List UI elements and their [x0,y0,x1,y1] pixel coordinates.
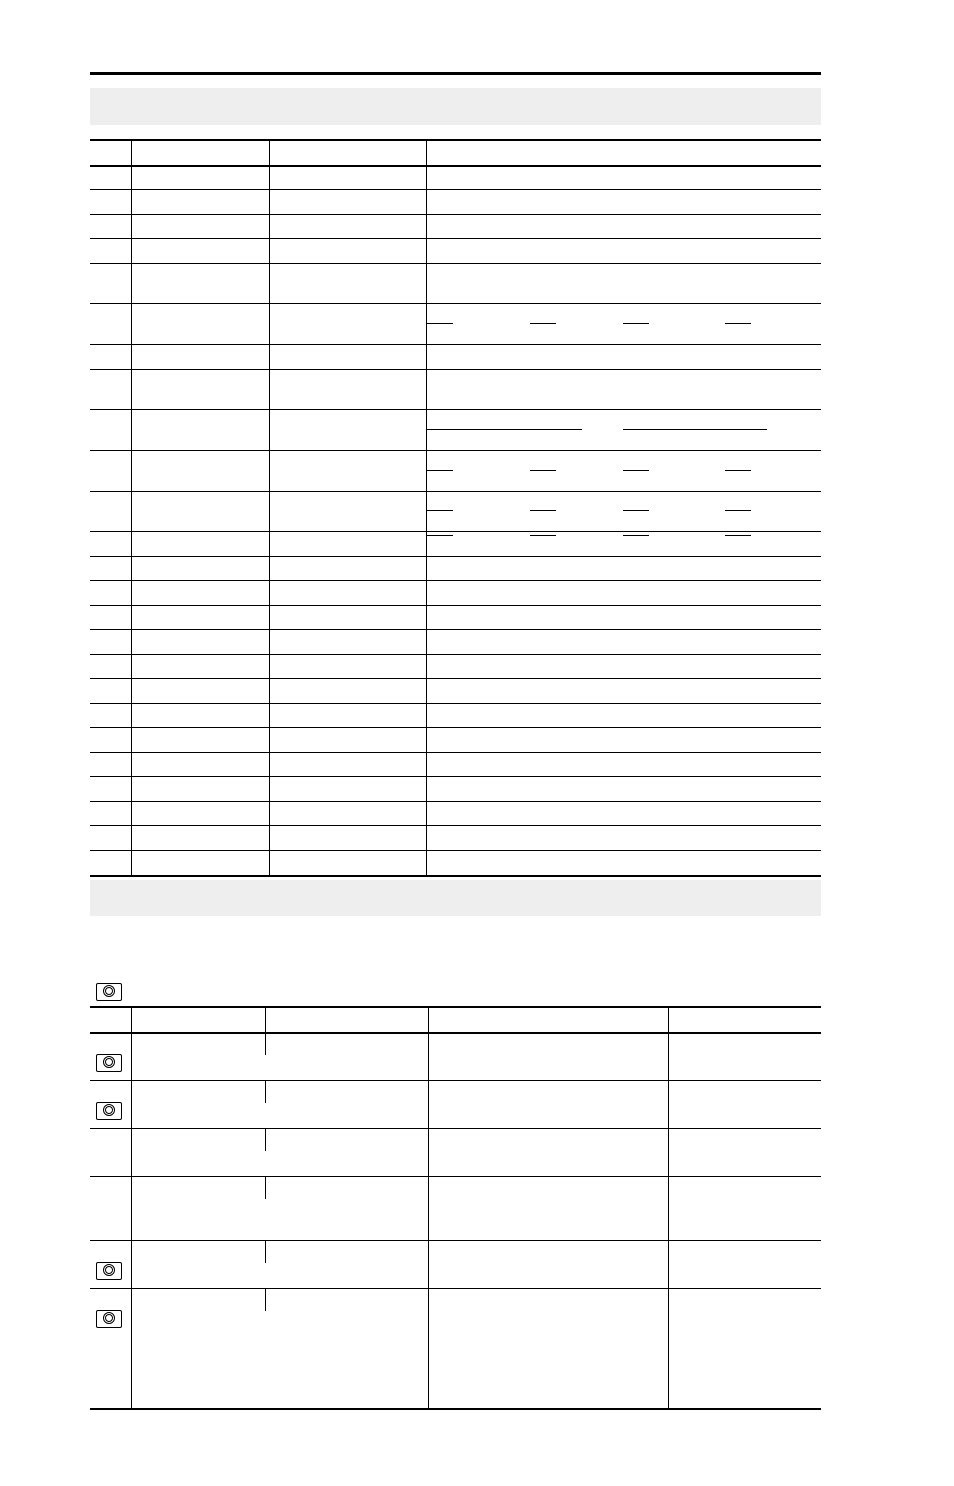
underline-blank [530,470,556,471]
table-row [90,1240,821,1288]
row-rule [90,875,821,877]
column-divider [668,1006,669,1032]
button-icon [96,983,122,1001]
table-row [90,303,821,344]
table-row [90,678,821,703]
underline-blank [725,470,751,471]
column-tick [265,1081,266,1103]
column-divider [668,1032,669,1408]
row-rule [90,1408,821,1410]
table-row [90,801,821,825]
table-row [90,1128,821,1176]
table-top-rule [90,139,821,141]
table-row [90,727,821,752]
table-row [90,344,821,369]
table-row [90,654,821,678]
column-divider [131,1032,132,1408]
column-divider [269,139,270,875]
column-divider [428,1006,429,1032]
underline-blank [623,429,767,430]
underline-blank [530,510,556,511]
underline-blank [725,535,751,536]
underline-blank [427,470,453,471]
underline-blank [427,429,582,430]
column-tick [265,1289,266,1311]
column-divider [426,139,427,875]
key-table [90,1006,821,1410]
underline-blank [623,510,649,511]
table-row [90,238,821,263]
column-divider [265,1006,266,1032]
underline-blank [427,323,453,324]
column-tick [265,1033,266,1055]
table-row [90,850,821,875]
underline-blank [427,510,453,511]
section-heading-band [90,88,821,125]
top-rule [90,72,821,75]
table-row [90,825,821,850]
column-divider [428,1032,429,1408]
table-row [90,703,821,727]
table-row [90,165,821,189]
underline-blank [725,323,751,324]
underline-blank [427,535,453,536]
column-divider [131,1006,132,1032]
column-tick [265,1177,266,1199]
underline-blank [530,535,556,536]
underline-blank [530,323,556,324]
table-row [90,776,821,801]
table-top-rule [90,1006,821,1008]
underline-blank [623,323,649,324]
table-row [90,263,821,303]
table-row [90,369,821,409]
column-divider [131,139,132,875]
column-tick [265,1241,266,1263]
button-icon [96,1102,122,1120]
table-row [90,214,821,238]
table-row [90,189,821,214]
column-tick [265,1129,266,1151]
parameter-table [90,139,821,877]
table-row [90,605,821,629]
underline-blank [623,470,649,471]
table-row [90,580,821,605]
underline-blank [725,510,751,511]
table-row [90,531,821,556]
table-row [90,450,821,491]
section-heading-band-2 [90,880,821,916]
button-icon [96,1262,122,1280]
table-row [90,752,821,776]
table-row [90,1176,821,1240]
button-icon [96,1310,122,1328]
table-row [90,1288,821,1408]
table-row [90,1032,821,1080]
table-row [90,491,821,531]
table-row [90,556,821,580]
table-row [90,629,821,654]
underline-blank [623,535,649,536]
table-row [90,1080,821,1128]
button-icon [96,1054,122,1072]
